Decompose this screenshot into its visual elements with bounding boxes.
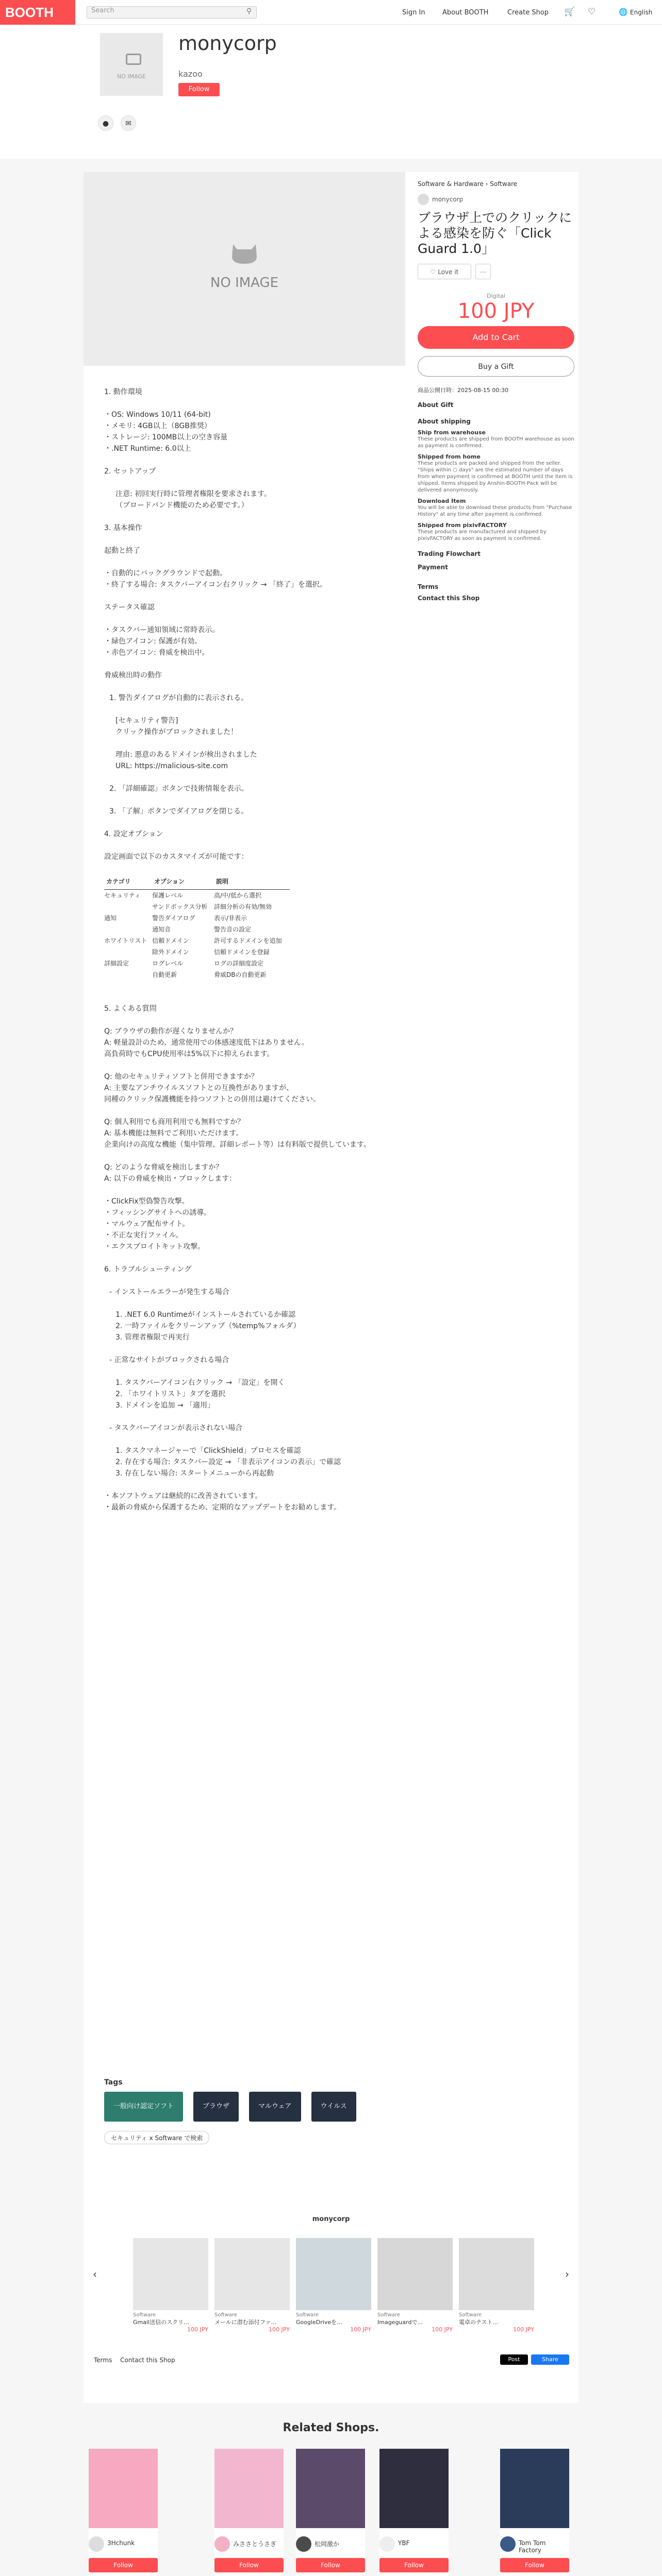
desc-paragraph: Q: ブラウザの動作が遅くなりませんか？ A: 軽量設計のため、通常使用での体感速度低下はありません。 高負荷時でもCPU使用率は5%以下に抑えられます。	[104, 1027, 309, 1058]
carousel-item-image	[214, 2238, 290, 2310]
product-footer	[94, 2357, 175, 2364]
shop-name[interactable]: monycorp	[178, 32, 277, 55]
related-shop-image	[500, 2449, 569, 2528]
table-row	[104, 946, 290, 958]
related-shop-image	[379, 2449, 449, 2528]
table-cell: セキュリティ	[104, 892, 141, 899]
desc-paragraph: 設定画面で以下のカスタマイズが可能です：	[104, 853, 249, 861]
desc-paragraph: ステータス確認	[104, 603, 155, 612]
ship-home-desc: These products are packed and shipped from the seller. "Ships within ○ days" are the estimated number of days from when payment is confirmed at BOOTH until the item is shipped. Items shipped by Anshin-BOOTH-Pack will be delivered anonymously.	[418, 461, 573, 493]
related-shop-image	[296, 2449, 365, 2528]
table-cell: 保護レベル	[152, 892, 184, 899]
table-header: オプション	[154, 878, 185, 885]
desc-paragraph: ・ClickFix型偽警告攻撃。 ・フィッシングサイトへの誘導。 ・マルウェア配布サイト。 ・不正な実行ファイル。 ・エクスプロイトキット攻撃。	[104, 1197, 211, 1251]
related-shop-image	[214, 2449, 284, 2528]
product-price: 100 JPY	[457, 299, 535, 323]
footer-terms-link[interactable]: Terms	[94, 2357, 112, 2364]
carousel-item-category: Software	[133, 2312, 156, 2318]
heart-icon[interactable]: ♡	[588, 7, 596, 17]
carousel-shop-name[interactable]: monycorp	[312, 2215, 350, 2223]
about-gift-link[interactable]: About Gift	[418, 401, 454, 409]
avatar	[379, 2536, 395, 2552]
post-button[interactable]: Post	[500, 2354, 528, 2365]
follow-button[interactable]: Follow	[178, 83, 220, 96]
no-image-label: NO IMAGE	[210, 275, 279, 291]
desc-paragraph: - タスクバーアイコンが表示されない場合	[109, 1424, 243, 1432]
follow-button[interactable]: Follow	[214, 2558, 284, 2572]
table-cell: 詳細設定	[104, 960, 129, 967]
table-cell: 自動更新	[152, 971, 177, 978]
release-date: 商品公開日時：2025-08-15 00:30	[418, 387, 509, 394]
tag-chip[interactable]: 一般向け認定ソフト	[104, 2092, 183, 2122]
nav-about-booth[interactable]: About BOOTH	[442, 9, 489, 16]
table-cell: 通知	[104, 914, 117, 922]
site-header	[0, 0, 662, 25]
carousel-item-price: 100 JPY	[513, 2326, 534, 2333]
table-cell: 警告ダイアログ	[152, 914, 195, 922]
desc-paragraph: 3. 「了解」ボタンでダイアログを閉じる。	[109, 807, 249, 816]
related-shop-card[interactable]	[89, 2449, 158, 2576]
shop-avatar[interactable]: NO IMAGE	[98, 31, 165, 98]
carousel-item-image	[133, 2238, 208, 2310]
desc-paragraph: 1. 警告ダイアログが自動的に表示される。	[109, 694, 249, 702]
contact-shop-link[interactable]: Contact this Shop	[418, 595, 480, 602]
table-cell: サンドボックス分析	[152, 903, 208, 910]
ship-warehouse-heading: Ship from warehouse	[418, 429, 486, 436]
desc-paragraph: Q: 個人利用でも商用利用でも無料ですか？ A: 基本機能は無料でご利用いただけます。 企業向けの高度な機能（集中管理、詳細レポート等）は有料版で提供しています。	[104, 1118, 371, 1149]
related-shop-image	[89, 2449, 158, 2528]
follow-button[interactable]: Follow	[296, 2558, 365, 2572]
carousel-item-name: Gmail送信のスクリ...	[133, 2319, 189, 2326]
tag-chip[interactable]: ブラウザ	[193, 2092, 239, 2122]
product-shop-link[interactable]: monycorp	[418, 194, 574, 205]
table-header: カテゴリ	[106, 878, 131, 885]
desc-paragraph: 1. 動作環境	[104, 388, 142, 396]
carousel-item-image	[296, 2238, 371, 2310]
breadcrumb	[418, 180, 574, 188]
table-cell: ログの詳細度設定	[213, 960, 263, 967]
related-shop-name: 3Hchunk	[107, 2539, 135, 2547]
carousel-item[interactable]	[377, 2238, 453, 2333]
carousel-item-image	[377, 2238, 453, 2310]
carousel-item[interactable]	[296, 2238, 371, 2333]
table-cell	[104, 969, 152, 980]
carousel-item-name: メールに潜む添付ファ...	[214, 2319, 277, 2326]
avatar	[296, 2536, 311, 2552]
desc-paragraph: 1. タスクマネージャーで「ClickShield」プロセスを確認 2. 存在する場合: タスクバー設定 → 「非表示アイコンの表示」で確認 3. 存在しない場合: スタートメニューから再起動	[115, 1447, 341, 1478]
digital-label: Digital	[487, 293, 505, 299]
table-cell: 表示/非表示	[213, 914, 247, 922]
table-cell: 信頼ドメイン	[152, 937, 189, 944]
carousel-item-name: Imageguardで...	[377, 2319, 423, 2326]
desc-paragraph: ・タスクバー通知領域に常時表示。 ・緑色アイコン: 保護が有効。 ・赤色アイコン: 脅威を検出中。	[104, 626, 220, 657]
carousel-item-price: 100 JPY	[350, 2326, 371, 2333]
table-cell: 脅威DBの自動更新	[213, 971, 267, 978]
payment-link[interactable]: Payment	[418, 564, 448, 571]
desc-paragraph: 4. 設定オプション	[104, 830, 163, 838]
related-shops-title: Related Shops.	[283, 2421, 379, 2434]
carousel-item-category: Software	[377, 2312, 401, 2318]
booth-cat-icon	[228, 236, 261, 269]
product-main	[84, 172, 578, 2403]
table-cell: ログレベル	[152, 960, 184, 967]
related-shop-name: みささとうさぎ	[233, 2540, 277, 2548]
desc-paragraph: 1. .NET 6.0 Runtimeがインストールされているか確認 2. 一時ファイルをクリーンアップ（%temp%フォルダ） 3. 管理者権限で再実行	[115, 1311, 301, 1342]
add-to-cart-button[interactable]: Add to Cart	[418, 326, 574, 349]
desc-paragraph: 脅威検出時の動作	[104, 671, 162, 680]
carousel-item-image	[459, 2238, 534, 2310]
related-shop-card[interactable]	[214, 2449, 284, 2576]
mail-icon[interactable]: ✉	[121, 115, 136, 131]
related-shop-card[interactable]	[500, 2449, 569, 2576]
search-icon[interactable]: ⚲	[246, 7, 252, 15]
carousel-item-category: Software	[459, 2312, 482, 2318]
carousel-item-category: Software	[214, 2312, 238, 2318]
chevron-right-icon[interactable]: ›	[565, 2268, 569, 2280]
about-shipping-heading: About shipping	[418, 418, 471, 425]
desc-paragraph: - インストールエラーが発生する場合	[109, 1288, 229, 1296]
follow-button[interactable]: Follow	[500, 2558, 569, 2572]
desc-paragraph: ・自動的にバックグラウンドで起動。 ・終了する場合: タスクバーアイコン右クリック → 「終了」を選択。	[104, 569, 327, 589]
nav-sign-in[interactable]: Sign In	[402, 9, 425, 16]
table-cell: 除外ドメイン	[152, 948, 189, 956]
shop-subname: kazoo	[178, 69, 203, 79]
table-cell: 警告音の設定	[213, 926, 251, 933]
table-cell	[104, 946, 152, 958]
buy-gift-button[interactable]: Buy a Gift	[418, 356, 574, 377]
related-shop-name: YBF	[398, 2539, 410, 2547]
search-input[interactable]: Search	[87, 6, 257, 19]
nav-create-shop[interactable]: Create Shop	[507, 9, 549, 16]
chevron-left-icon[interactable]: ‹	[93, 2268, 97, 2280]
shop-chip-avatar	[418, 194, 429, 205]
download-item-desc: You will be able to download these products from "Purchase History" at any time after payment is confirmed.	[418, 505, 572, 517]
product-title: ブラウザ上でのクリックによる感染を防ぐ「Click Guard 1.0」	[418, 210, 572, 256]
table-cell: 詳細分析の有効/無効	[213, 903, 272, 910]
share-button[interactable]: Share	[531, 2354, 569, 2365]
cart-icon[interactable]: 🛒	[564, 7, 575, 17]
carousel-item[interactable]	[214, 2238, 290, 2333]
carousel-item[interactable]	[459, 2238, 534, 2333]
terms-link[interactable]: Terms	[418, 583, 439, 590]
table-cell: 通知音	[152, 926, 171, 933]
product-sidebar	[418, 180, 574, 602]
product-image[interactable]	[84, 172, 405, 366]
globe-icon[interactable]: 🌐	[619, 8, 628, 16]
desc-paragraph: Q: 他のセキュリティソフトと併用できますか？ A: 主要なアンチウイルスソフトとの互換性がありますが、 同種のクリック保護機能を持つソフトとの併用は避けてください。	[104, 1073, 321, 1104]
table-cell	[104, 901, 152, 912]
tag-search-link[interactable]: セキュリティ x Software で検索	[104, 2131, 209, 2144]
tag-chip[interactable]: ウイルス	[311, 2092, 356, 2122]
follow-button[interactable]: Follow	[89, 2558, 158, 2572]
desc-paragraph: 5. よくある質問	[104, 1005, 157, 1013]
love-it-button[interactable]: ♡ Love it	[418, 264, 471, 279]
table-row	[104, 924, 290, 935]
desc-paragraph: 起動と終了	[104, 547, 140, 555]
desc-paragraph: 3. 基本操作	[104, 524, 142, 532]
follow-button[interactable]: Follow	[379, 2558, 449, 2572]
carousel-item-price: 100 JPY	[187, 2326, 208, 2333]
carousel-item-category: Software	[296, 2312, 319, 2318]
footer-contact-link[interactable]: Contact this Shop	[120, 2357, 175, 2364]
carousel-item-name: GoogleDriveを...	[296, 2319, 342, 2326]
settings-table	[104, 874, 290, 980]
shop-items-carousel	[84, 2207, 578, 2333]
table-cell: 高/中/低から選択	[213, 892, 262, 899]
camera-icon	[126, 54, 141, 65]
chevron-right-icon: ›	[485, 180, 490, 188]
related-shop-name: Tom Tom Factory	[519, 2539, 546, 2554]
download-item-heading: Download Item	[418, 498, 466, 504]
desc-paragraph: 注意: 初回実行時に管理者権限を要求されます。 （ブロードバンド機能のため必要です。）	[115, 490, 272, 510]
carousel-item[interactable]	[133, 2238, 208, 2333]
ship-warehouse-desc: These products are shipped from BOOTH warehouse as soon as payment is confirmed.	[418, 436, 574, 449]
desc-paragraph: - 正常なサイトがブロックされる場合	[109, 1356, 229, 1364]
tag-chip[interactable]: マルウェア	[249, 2092, 301, 2122]
related-shop-card[interactable]	[379, 2449, 449, 2576]
language-selector[interactable]: English	[630, 9, 653, 16]
desc-paragraph: ・OS: Windows 10/11 (64-bit) ・メモリ: 4GB以上（8GB推奨） ・ストレージ: 100MB以上の空き容量 ・.NET Runtime: 6.0以上	[104, 411, 228, 453]
table-cell: 許可するドメインを追加	[213, 937, 282, 944]
table-row	[104, 958, 290, 969]
ship-pixiv-heading: Shipped from pixivFACTORY	[418, 522, 507, 529]
table-cell: 信頼ドメインを登録	[213, 948, 270, 956]
carousel-item-name: 電卓のテスト...	[459, 2319, 499, 2326]
shop-header	[0, 25, 662, 159]
breadcrumb-software-hardware[interactable]: Software & Hardware	[418, 180, 484, 188]
tags-section	[104, 2078, 413, 2144]
related-shop-card[interactable]	[296, 2449, 365, 2576]
table-header: 説明	[216, 878, 228, 885]
pixiv-icon[interactable]: ●	[98, 115, 113, 131]
trading-flowchart-link[interactable]: Trading Flowchart	[418, 550, 481, 557]
table-cell	[104, 924, 152, 935]
table-cell: ホワイトリスト	[104, 937, 147, 944]
heart-icon: ♡	[430, 268, 438, 276]
ship-home-heading: Shipped from home	[418, 453, 481, 460]
table-row	[104, 890, 290, 902]
tags-heading: Tags	[104, 2078, 123, 2087]
table-row	[104, 901, 290, 912]
desc-paragraph: 2. セットアップ	[104, 467, 156, 476]
avatar	[89, 2536, 104, 2552]
table-row	[104, 935, 290, 946]
product-description	[104, 386, 393, 1524]
avatar	[500, 2536, 516, 2552]
desc-paragraph: 1. タスクバーアイコン右クリック → 「設定」を開く 2. 「ホワイトリスト」タブを選択 3. ドメインを追加 → 「適用」	[115, 1379, 285, 1410]
related-shop-name: 松岡激か	[315, 2540, 340, 2548]
table-row	[104, 969, 290, 980]
desc-paragraph: 6. トラブルシューティング	[104, 1265, 192, 1274]
booth-logo[interactable]: BOOTH	[0, 0, 75, 25]
table-row	[104, 912, 290, 924]
ship-pixiv-desc: These products are manufactured and shipped by pixivFACTORY as soon as payment is confirmed.	[418, 529, 547, 541]
desc-paragraph: 2. 「詳細確認」ボタンで技術情報を表示。	[109, 785, 249, 793]
share-icon[interactable]: ⋯	[475, 264, 491, 279]
desc-paragraph: ・本ソフトウェアは継続的に改善されています。 ・最新の脅威から保護するため、定期的なアップデートをお勧めします。	[104, 1492, 341, 1512]
carousel-item-price: 100 JPY	[432, 2326, 453, 2333]
avatar	[214, 2536, 230, 2552]
breadcrumb-software[interactable]: Software	[490, 180, 518, 188]
desc-paragraph: [セキュリティ警告] クリック操作がブロックされました！ 理由: 悪意のあるドメインが検出されました URL: https://malicious-site.com	[115, 717, 257, 770]
carousel-item-price: 100 JPY	[269, 2326, 290, 2333]
desc-paragraph: Q: どのような脅威を検出しますか？ A: 以下の脅威を検出・ブロックします：	[104, 1163, 237, 1183]
